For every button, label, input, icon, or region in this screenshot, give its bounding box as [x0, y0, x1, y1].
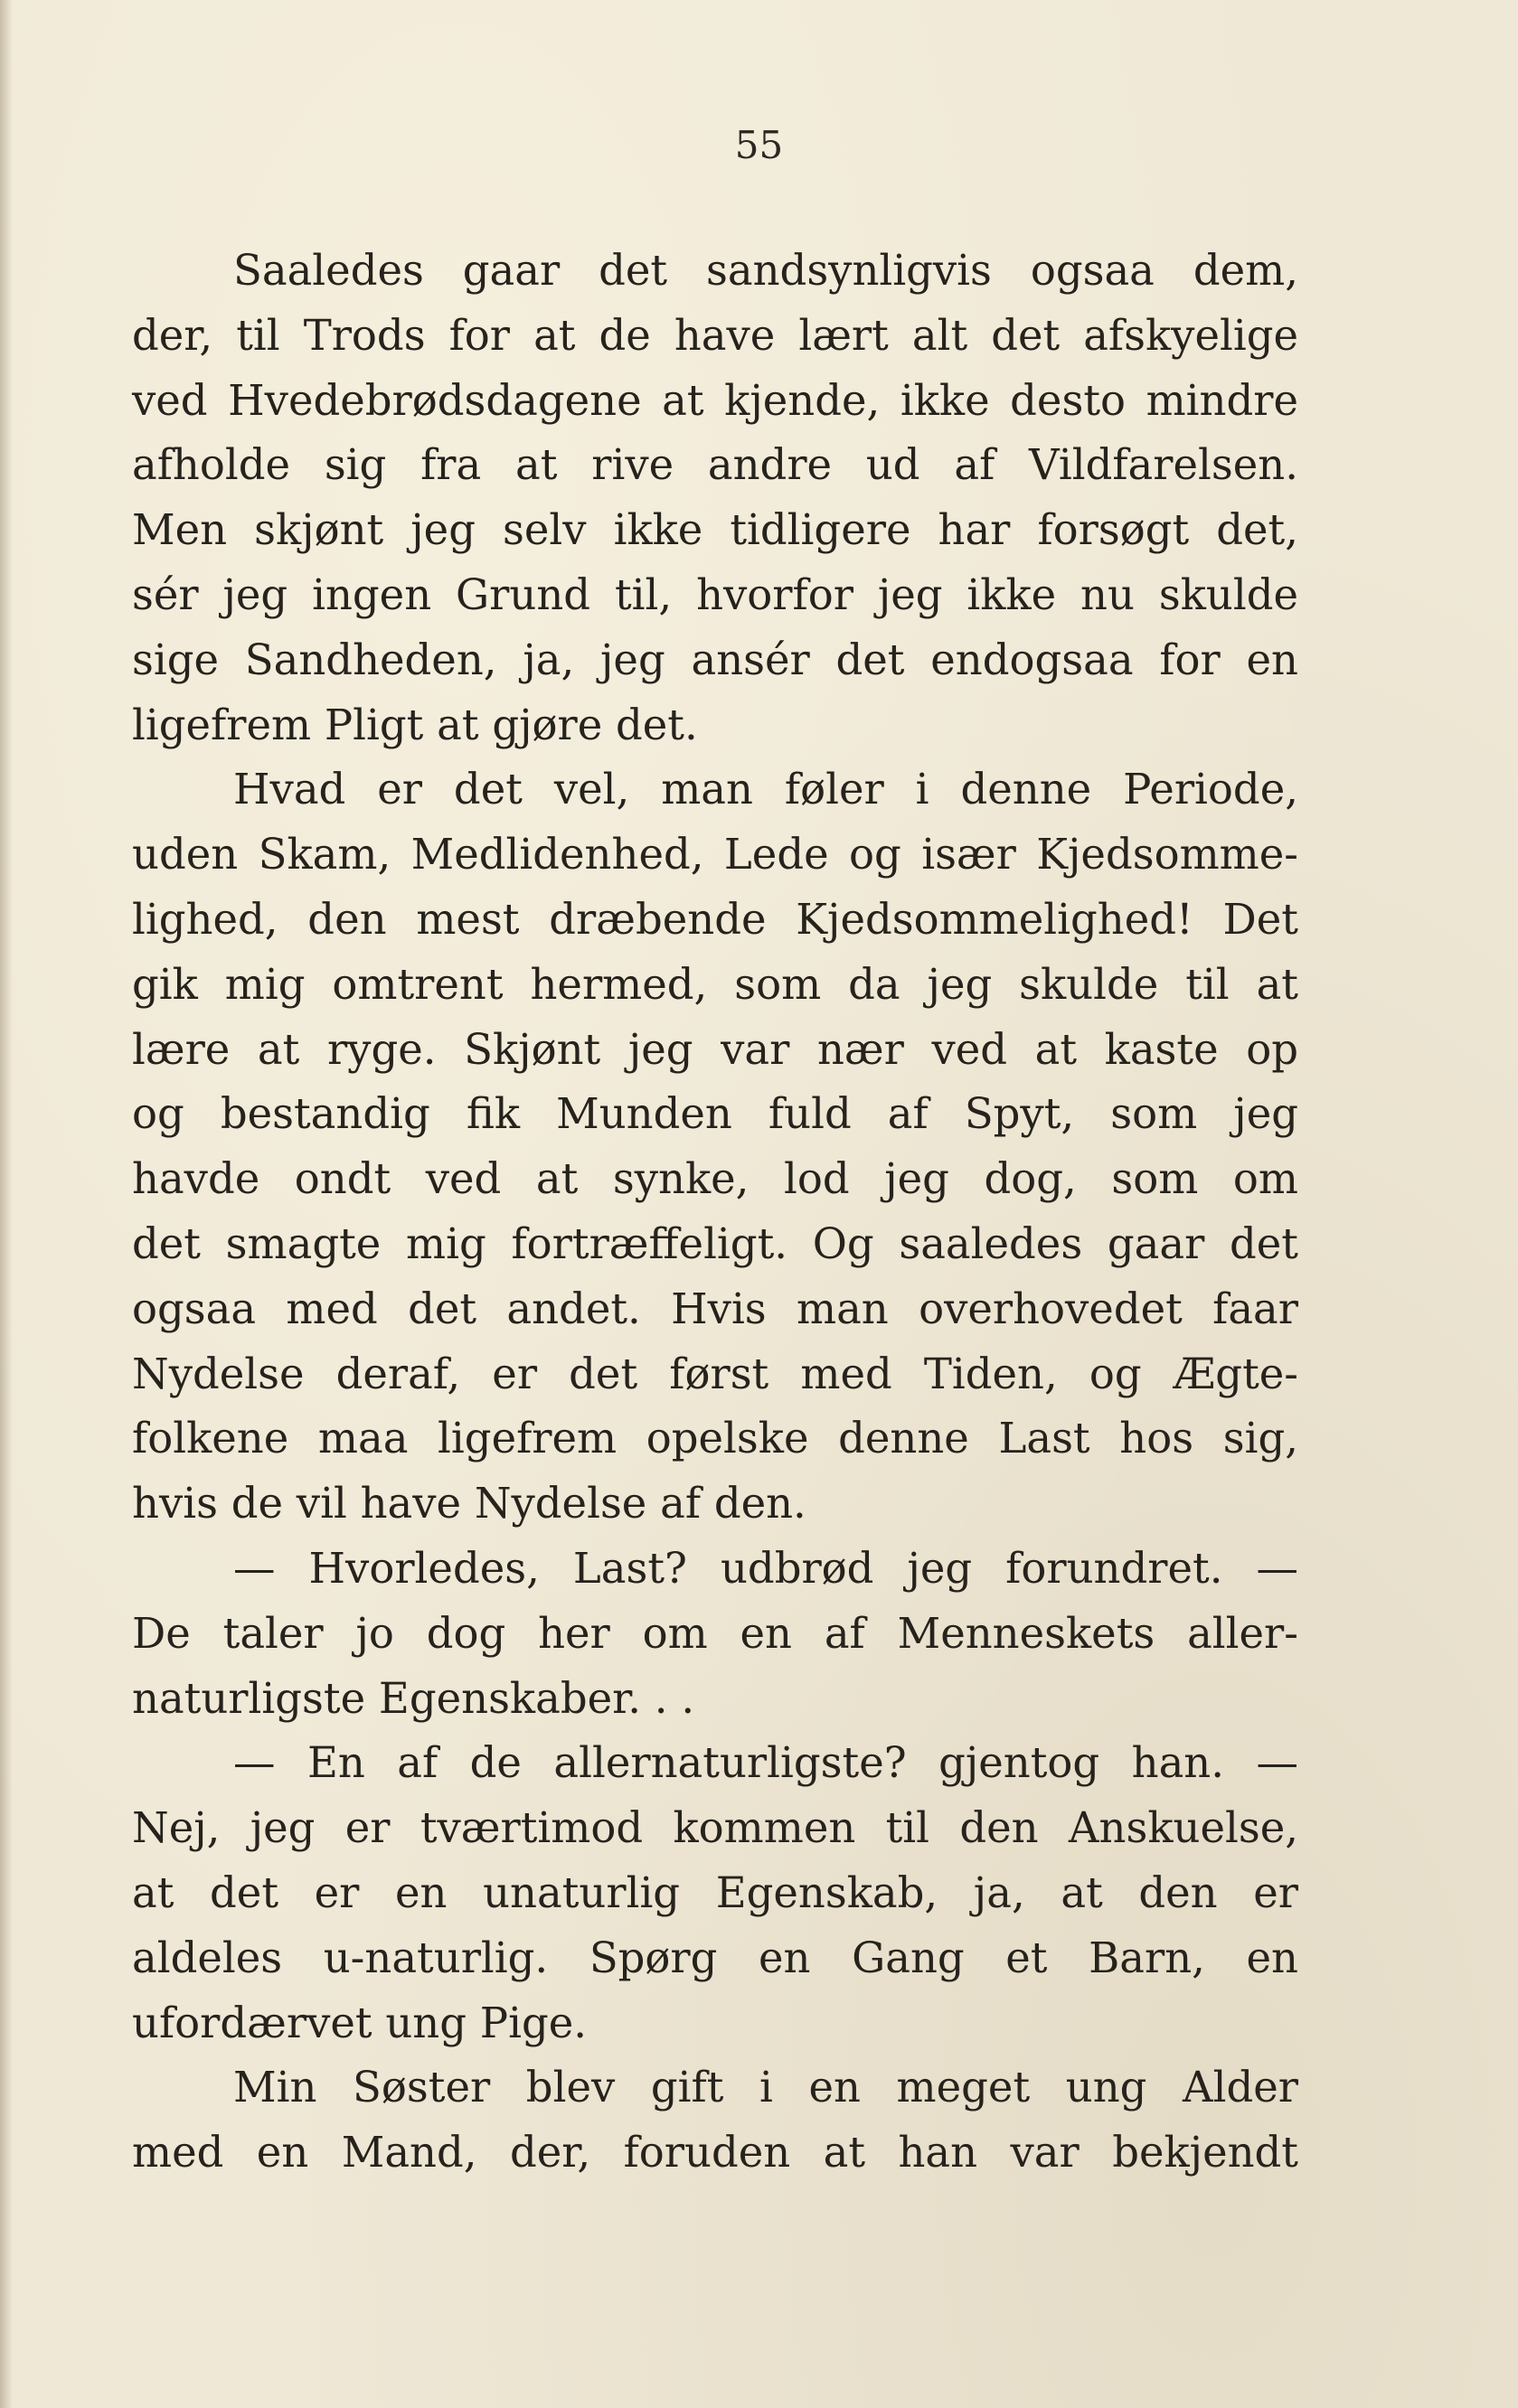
text-line: folkene maa ligefrem opelske denne Last hos sig, [132, 1414, 1298, 1463]
text-line: havde ondt ved at synke, lod jeg dog, som om [132, 1154, 1298, 1204]
page-number: 55 [734, 123, 784, 167]
text-line: gik mig omtrent hermed, som da jeg skulde til at [132, 959, 1298, 1009]
text-line: uden Skam, Medlidenhed, Lede og især Kjedsomme- [132, 830, 1298, 879]
text-line: De taler jo dog her om en af Menneskets aller- [132, 1608, 1298, 1658]
text-line: ligefrem Pligt at gjøre det. [132, 700, 698, 749]
text-line: sér jeg ingen Grund til, hvorfor jeg ikke nu skulde [132, 569, 1298, 619]
text-line: ogsaa med det andet. Hvis man overhovedet faar [132, 1284, 1298, 1333]
text-line: Saaledes gaar det sandsynligvis ogsaa dem, [233, 246, 1298, 295]
text-line: Nydelse deraf, er det først med Tiden, og Ægte- [132, 1349, 1298, 1398]
text-line: lighed, den mest dræbende Kjedsommelighed! Det [132, 894, 1298, 944]
text-line: Men skjønt jeg selv ikke tidligere har forsøgt det, [132, 505, 1298, 555]
text-line: hvis de vil have Nydelse af den. [132, 1479, 806, 1529]
text-line: at det er en unaturlig Egenskab, ja, at den er [132, 1867, 1298, 1917]
text-line: og bestandig fik Munden fuld af Spyt, som jeg [132, 1089, 1298, 1139]
text-line: naturligste Egenskaber. . . [132, 1673, 695, 1723]
text-line: afholde sig fra at rive andre ud af Vildfarelsen. [132, 440, 1298, 490]
text-line: lære at ryge. Skjønt jeg var nær ved at kaste op [132, 1024, 1298, 1074]
text-line: — Hvorledes, Last? udbrød jeg forundret. — [233, 1543, 1298, 1593]
text-line: Min Søster blev gift i en meget ung Alder [233, 2063, 1298, 2112]
page-binding-edge [0, 0, 13, 2408]
body-text [132, 239, 1298, 2186]
text-line: — En af de allernaturligste? gjentog han. — [233, 1738, 1298, 1788]
text-line: det smagte mig fortræffeligt. Og saaledes gaar det [132, 1218, 1298, 1268]
text-line: ufordærvet ung Pige. [132, 1998, 588, 2047]
text-line: Hvad er det vel, man føler i denne Periode, [233, 765, 1298, 814]
text-line: sige Sandheden, ja, jeg ansér det endogsaa for en [132, 635, 1298, 684]
text-line: aldeles u-naturlig. Spørg en Gang et Barn, en [132, 1933, 1298, 1982]
text-line: ved Hvedebrødsdagene at kjende, ikke desto mindre [132, 375, 1298, 425]
text-line: med en Mand, der, foruden at han var bekjendt [132, 2128, 1298, 2178]
text-line: Nej, jeg er tværtimod kommen til den Anskuelse, [132, 1803, 1298, 1853]
text-line: der, til Trods for at de have lært alt det afskyelige [132, 310, 1298, 360]
